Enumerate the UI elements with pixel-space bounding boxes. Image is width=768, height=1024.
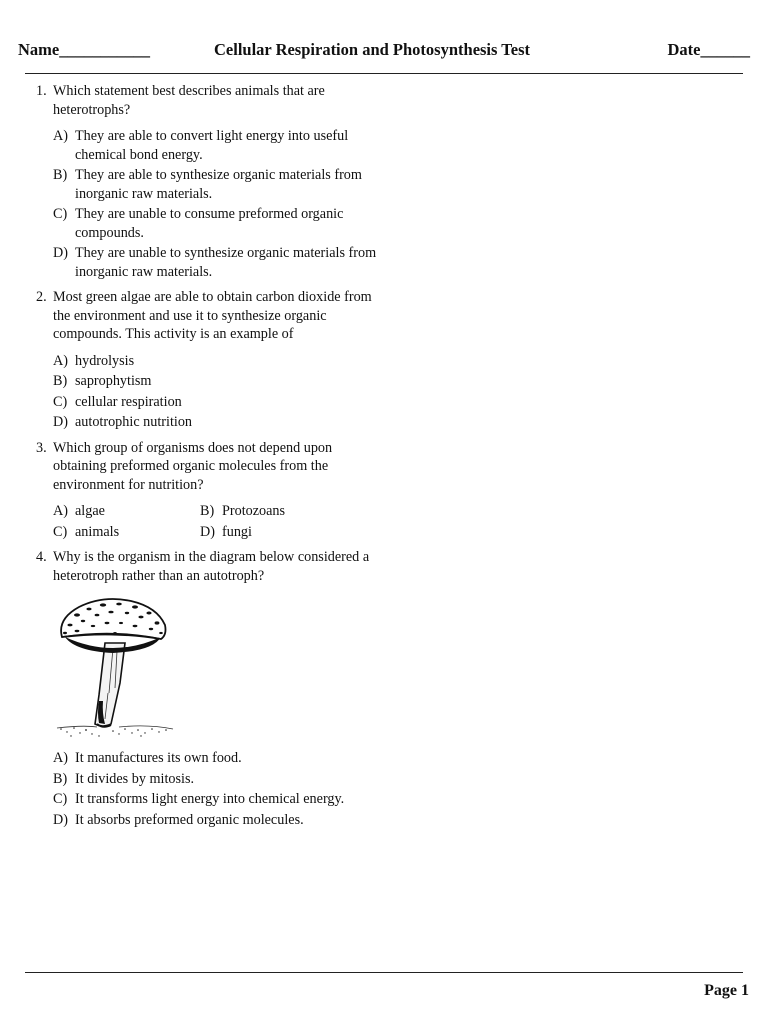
page-header xyxy=(18,40,750,66)
answer-choice-c xyxy=(53,393,386,412)
choice-text: They are unable to consume preformed organic compounds. xyxy=(75,206,344,241)
answer-choice-b xyxy=(53,770,386,789)
choice-letter: C) xyxy=(53,206,68,222)
page-number: Page 1 xyxy=(704,982,749,999)
choice-text: It manufactures its own food. xyxy=(75,750,242,766)
question-list xyxy=(36,82,386,836)
question-stem xyxy=(36,82,386,119)
choice-text: animals xyxy=(75,523,120,540)
choice-text: cellular respiration xyxy=(75,393,182,410)
question-4 xyxy=(36,548,386,829)
choice-text: saprophytism xyxy=(75,373,152,389)
question-text: Why is the organism in the diagram below considered a heterotroph rather than an autotroph? xyxy=(53,549,370,584)
choice-letter: B) xyxy=(53,167,68,183)
answer-choice-a xyxy=(53,127,386,164)
choice-text: algae xyxy=(75,503,105,519)
answer-choice-b xyxy=(53,372,386,391)
choice-letter: A) xyxy=(53,750,68,766)
answer-choices xyxy=(36,502,386,541)
question-text: Which statement best describes animals that are heterotrophs? xyxy=(53,83,325,118)
choice-text: hydrolysis xyxy=(75,352,135,369)
question-stem xyxy=(36,288,386,344)
choice-letter: C) xyxy=(53,523,68,540)
answer-choice-d xyxy=(200,523,350,542)
choice-letter: A) xyxy=(53,503,68,519)
question-3 xyxy=(36,439,386,542)
answer-choice-d xyxy=(53,413,386,432)
footer-divider xyxy=(25,972,743,973)
choice-letter: A) xyxy=(53,128,68,144)
choice-letter: C) xyxy=(53,791,68,807)
answer-choices xyxy=(36,352,386,432)
name-field-label: Name___________ xyxy=(18,40,150,59)
answer-choice-c xyxy=(53,205,386,242)
answer-choice-c xyxy=(53,523,200,542)
question-2 xyxy=(36,288,386,432)
choice-letter: C) xyxy=(53,393,68,410)
question-text: Which group of organisms does not depend upon obtaining preformed organic molecules from the environment for nutrition? xyxy=(53,439,333,493)
choice-letter: B) xyxy=(200,503,215,519)
question-text: Most green algae are able to obtain carbon dioxide from the environment and use it to synthesize organic compounds. This activity is an example of xyxy=(53,289,372,342)
choice-text: They are able to convert light energy into useful chemical bond energy. xyxy=(75,128,349,163)
choice-text: It divides by mitosis. xyxy=(75,770,195,787)
answer-choice-d xyxy=(53,811,386,830)
question-1 xyxy=(36,82,386,281)
choice-text: fungi xyxy=(222,523,252,540)
choice-letter: B) xyxy=(53,770,68,787)
choice-text: Protozoans xyxy=(222,503,286,519)
choice-text: It absorbs preformed organic molecules. xyxy=(75,811,304,828)
date-field-label: Date______ xyxy=(667,40,750,59)
mushroom-icon xyxy=(53,593,178,739)
question-number: 4. xyxy=(36,549,47,565)
question-number: 2. xyxy=(36,289,47,305)
question-number: 3. xyxy=(36,439,47,456)
choice-text: It transforms light energy into chemical energy. xyxy=(75,791,345,807)
choice-letter: D) xyxy=(53,414,68,430)
mushroom-illustration xyxy=(53,593,178,739)
choice-letter: D) xyxy=(53,245,68,261)
choice-text: They are unable to synthesize organic materials from inorganic raw materials. xyxy=(75,245,377,280)
question-stem xyxy=(36,548,386,585)
choice-letter: D) xyxy=(53,811,68,828)
answer-choice-a xyxy=(53,749,386,768)
choice-text: They are able to synthesize organic materials from inorganic raw materials. xyxy=(75,167,362,202)
choice-text: autotrophic nutrition xyxy=(75,414,193,430)
test-title: Cellular Respiration and Photosynthesis Test xyxy=(214,40,530,59)
question-stem xyxy=(36,439,386,495)
question-number: 1. xyxy=(36,83,47,99)
header-divider xyxy=(25,73,743,74)
answer-choices xyxy=(36,749,386,829)
choice-letter: A) xyxy=(53,352,68,369)
choice-letter: B) xyxy=(53,373,68,389)
answer-choices xyxy=(36,127,386,281)
answer-choice-a xyxy=(53,502,200,521)
answer-choice-c xyxy=(53,790,386,809)
answer-choice-b xyxy=(200,502,350,521)
answer-choice-d xyxy=(53,244,386,281)
answer-choice-a xyxy=(53,352,386,371)
choice-letter: D) xyxy=(200,523,215,540)
answer-choice-b xyxy=(53,166,386,203)
